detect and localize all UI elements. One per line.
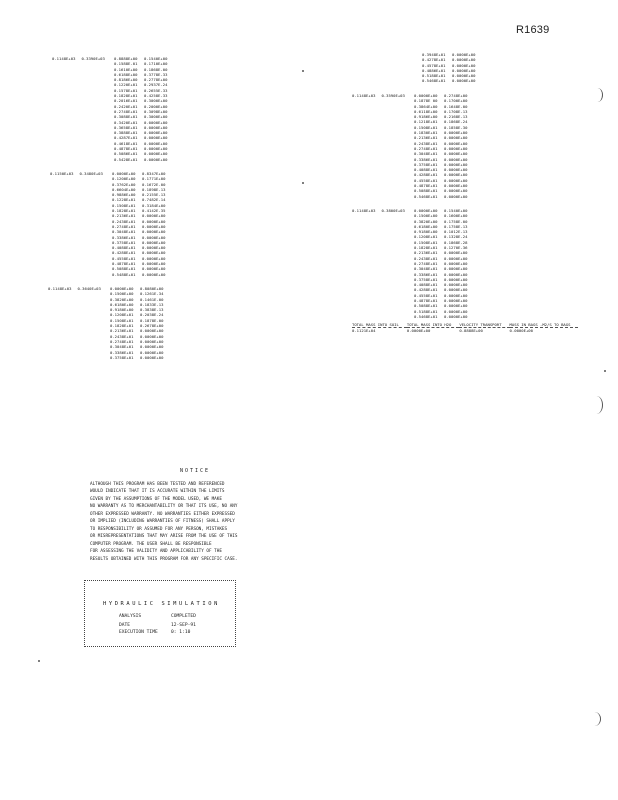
table-cell: 0.3000E+00: [144, 114, 168, 120]
table-cell: 0.2438E+01: [414, 255, 438, 261]
table-cell: 0.5088E+01: [112, 266, 136, 272]
table-cell: 0.0000E+00: [444, 271, 468, 277]
table-cell: 0.2136E+01: [112, 213, 136, 219]
table-cell: 0.4878E+01: [114, 146, 138, 152]
table-cell: 0.4142E-35: [142, 208, 166, 214]
table-cell: 0.4088E+01: [414, 282, 438, 288]
notice-line: RESULTS OBTAINED WITH THIS PROGRAM FOR ANY SPECIFIC CASE.: [90, 556, 238, 562]
notice-line: WOULD INDICATE THAT IT IS ACCURATE WITHIN THE LIMITS: [90, 489, 225, 494]
table-rows: [422, 52, 482, 84]
table-cell: 0.7482E-14: [142, 197, 166, 203]
table-cell: 0.0000E+00: [444, 250, 468, 256]
table-cell: 0.1500E+00: [110, 291, 134, 297]
table-cell: 0.2778E+00: [144, 77, 168, 83]
table-cell: 0.0000E+00: [444, 313, 468, 319]
table-cell: 0.3098E+00: [144, 108, 168, 114]
table-cell: 0.3758E+01: [414, 161, 438, 167]
table-cell: 0.0000E+00: [144, 146, 168, 152]
table-cell: 0.4558E+01: [414, 292, 438, 298]
simulation-date-value: 12-SEP-91: [171, 623, 196, 628]
table-header-coords: [52, 56, 105, 61]
table-cell: 0.3386E+01: [414, 271, 438, 277]
table-cell: 0.4288E+01: [112, 250, 136, 256]
table-cell: 0.3838E-13: [140, 307, 164, 313]
notice-line: OR MISREPRESENTATIONS THAT MAY ARISE FROM THE USE OF THIS: [90, 534, 238, 539]
table-cell: 0.8888E+00: [114, 56, 138, 61]
scan-artifact-arc: [590, 396, 603, 414]
table-cell: 0.0000E+00: [444, 183, 468, 189]
table-cell: 0.4558E+01: [414, 177, 438, 183]
header-x-value: 0.1148E+03: [352, 208, 376, 213]
table-cell: 0.4558E+01: [112, 255, 136, 261]
table-cell: 0.5468E+01: [414, 193, 438, 199]
table-cell: 0.0000E+00: [452, 67, 476, 73]
table-cell: 0.2136E+01: [110, 328, 134, 334]
table-cell: 0.0000E+00: [142, 255, 166, 261]
table-cell: 0.1540E+00: [444, 208, 468, 213]
table-cell: 0.6180E+00: [414, 223, 438, 229]
table-cell: 0.2438E+01: [414, 140, 438, 146]
table-cell: 0.1710E+00: [144, 61, 168, 67]
table-cell: 0.0000E+00: [452, 73, 476, 79]
summary-header: MASS IN BAGS -M2/S TO BAGS: [510, 322, 579, 328]
scan-artifact-dot: [38, 660, 40, 662]
table-cell: 0.1208E+01: [414, 234, 438, 240]
table-cell: 0.4288E+01: [414, 172, 438, 178]
table-cell: 0.3658E+01: [114, 124, 138, 130]
table-cell: 0.0000E+00: [452, 78, 476, 84]
table-cell: 0.1868E-28: [444, 239, 468, 245]
table-cell: 0.0000E+00: [444, 135, 468, 141]
table-cell: 0.9180E+00: [110, 307, 134, 313]
scan-artifact-dot: [302, 182, 304, 184]
summary-value: 0.1121E+04: [352, 328, 376, 334]
table-cell: 0.0000E+00: [142, 245, 166, 251]
table-row: [414, 314, 474, 319]
table-cell: 0.3778E-33: [144, 71, 168, 77]
table-cell: 0.0000E+00: [142, 229, 166, 235]
table-cell: 0.1868E-24: [444, 119, 468, 125]
header-x-value: 0.1150E+03: [50, 171, 74, 176]
simulation-time-label: EXECUTION TIME: [119, 630, 158, 635]
table-cell: 0.3048E+01: [414, 266, 438, 272]
summary-value: 0.8888E+00: [459, 328, 483, 334]
table-row: [110, 355, 170, 360]
table-cell: 0.4088E+01: [414, 167, 438, 173]
notice-line: OTHER EXPRESSED WARRANTY. NO WARRANTIES EITHER EXPRESSED: [90, 511, 235, 517]
table-cell: 0.1508E+01: [112, 202, 136, 208]
header-y-value: 0.3390E+03: [81, 56, 105, 61]
table-cell: 0.1833E-13: [140, 301, 164, 307]
table-cell: 0.9886E+00: [112, 192, 136, 198]
table-cell: 0.0000E+00: [414, 208, 438, 213]
table-cell: 0.0000E+00: [444, 177, 468, 183]
table-cell: 0.0000E+00: [144, 119, 168, 125]
table-cell: 0.1012E-13: [444, 229, 468, 235]
table-cell: 0.8080E+00: [140, 286, 164, 291]
table-cell: 0.0000E+00: [144, 124, 168, 130]
header-x-value: 0.1148E+03: [352, 93, 376, 98]
header-y-value: 0.3480E+03: [79, 171, 103, 176]
table-cell: 0.5088E+01: [414, 303, 438, 309]
table-cell: 0.1758E-00: [444, 218, 468, 224]
table-cell: 0.1878E 00: [414, 98, 438, 104]
notice-line: OR IMPLIED (INCLUDING WARRANTIES OF FITNESS) SHALL APPLY: [90, 519, 235, 524]
table-cell: 0.3758E+01: [414, 276, 438, 282]
table-cell: 0.4878E+01: [414, 183, 438, 189]
table-cell: 0.4878E+01: [414, 298, 438, 304]
notice-line: GIVEN BY THE ASSUMPTIONS OF THE MODEL USED, WE MAKE: [90, 496, 222, 502]
table-cell: 0.3888E+01: [114, 130, 138, 136]
table-cell: 0.0000E+00: [444, 151, 468, 157]
table-cell: 0.0000E+00: [140, 349, 164, 355]
table-cell: 0.0000E+00: [444, 308, 468, 314]
table-cell: 0.0000E+00: [144, 130, 168, 136]
table-row: [422, 78, 482, 83]
table-cell: 0.2000E+00: [144, 103, 168, 109]
summary-value: 0.0000E+00: [509, 328, 533, 334]
header-x-value: 0.1148E+03: [48, 286, 72, 291]
table-cell: 0.0000E+00: [444, 140, 468, 146]
table-cell: 0.0000E+00: [142, 218, 166, 224]
table-cell: 0.0000E+00: [444, 161, 468, 167]
table-cell: 0.2748E+01: [110, 338, 134, 344]
table-cell: 0.3048E+01: [414, 151, 438, 157]
table-cell: 0.2438E+01: [112, 218, 136, 224]
table-header-coords: [50, 171, 103, 176]
table-cell: 0.4618E+01: [114, 140, 138, 146]
table-cell: 0.1828E+01: [112, 208, 136, 214]
table-cell: 0.0000E+00: [144, 140, 168, 146]
table-cell: 0.0000E+00: [444, 292, 468, 298]
table-cell: 0.1461E-00: [140, 296, 164, 302]
table-cell: 0.8347E+00: [142, 171, 166, 176]
table-cell: 0.0000E+00: [444, 188, 468, 194]
simulation-title: HYDRAULIC SIMULATION: [103, 601, 220, 607]
table-cell: 0.5088E+01: [414, 188, 438, 194]
table-cell: 0.2438E+01: [110, 333, 134, 339]
summary-value: 0.0000E+00: [406, 328, 431, 334]
table-cell: 0.2155E-13: [142, 192, 166, 198]
table-cell: 0.0000E+00: [142, 223, 166, 229]
table-cell: 0.1220E+01: [114, 82, 138, 88]
table-cell: 0.3184E+00: [142, 202, 166, 208]
notice-block: [90, 468, 300, 563]
table-cell: 0.9186E+00: [414, 114, 438, 120]
table-cell: 0.1540E+00: [144, 56, 168, 61]
table-cell: 0.2748E+01: [112, 223, 136, 229]
table-cell: 0.3048E+01: [112, 229, 136, 235]
table-cell: 0.8186E+00: [114, 77, 138, 83]
table-cell: 0.3758E+01: [110, 354, 134, 360]
table-cell: 0.1228E+01: [112, 197, 136, 203]
table-cell: 0.1898E-13: [142, 186, 166, 192]
simulation-analysis-label: ANALYSIS: [119, 614, 142, 619]
table-cell: 0.0000E+00: [140, 344, 164, 350]
table-cell: 0.6180E+00: [110, 301, 134, 307]
table-header-coords: [352, 93, 405, 98]
table-cell: 0.1328E-24: [444, 234, 468, 240]
table-cell: 0.0000E+00: [444, 172, 468, 178]
table-cell: 0.1600E+00: [444, 213, 468, 219]
table-cell: 0.0000E+00: [444, 193, 468, 199]
table-cell: 0.1771E+00: [142, 176, 166, 182]
table-cell: 0.2748E+01: [114, 108, 138, 114]
table-cell: 0.1828E+01: [414, 245, 438, 251]
table-cell: 0.5468E+01: [422, 78, 446, 84]
table-cell: 0.0000E+00: [444, 298, 468, 304]
simulation-analysis-value: COMPLETED: [171, 614, 196, 619]
table-cell: 0.4258E-33: [144, 93, 168, 99]
table-cell: 0.0000E+00: [444, 287, 468, 293]
table-rows: [110, 286, 170, 360]
table-cell: 0.2016E+01: [114, 98, 138, 104]
table-cell: 0.1208E+01: [110, 312, 134, 318]
table-cell: 0.3386E+01: [414, 156, 438, 162]
table-cell: 0.4878E+01: [112, 261, 136, 267]
notice-line: FOR ASSESSING THE VALIDITY AND APPLICABILITY OF THE: [90, 549, 222, 554]
table-cell: 0.5488E+01: [112, 271, 136, 277]
table-cell: 0.4287E+01: [114, 135, 138, 141]
table-cell: 0.3048E+01: [110, 344, 134, 350]
table-cell: 0.0000E+00: [112, 171, 136, 176]
simulation-date-label: DATE: [119, 623, 131, 628]
table-cell: 0.5188E+01: [414, 308, 438, 314]
header-y-value: 0.3800E+03: [381, 208, 405, 213]
table-cell: 0.0000E+00: [452, 57, 476, 63]
table-cell: 0.3386E+01: [112, 234, 136, 240]
table-cell: 0.0000E+00: [142, 261, 166, 267]
table-cell: 0.3758E+01: [112, 239, 136, 245]
table-cell: 0.1200E+00: [112, 176, 136, 182]
table-cell: 0.2038E-24: [140, 312, 164, 318]
document-stamp: R1639: [516, 24, 550, 36]
summary-header: VELOCITY TRANSPORT: [459, 322, 509, 328]
table-cell: 0.2748E+01: [414, 260, 438, 266]
notice-line: TO RESPONSIBILITY OR ASSUMED FOR ANY PERSON, MISTAKES: [90, 526, 228, 532]
table-cell: 0.0000E+00: [140, 354, 164, 360]
notice-line: COMPUTER PROGRAM. THE USER SHALL BE RESPONSIBLE: [90, 541, 212, 547]
table-cell: 0.0000E+00: [444, 167, 468, 173]
simulation-time-value: 0: 1:10: [171, 630, 191, 635]
table-cell: 0.0000E+00: [140, 333, 164, 339]
table-cell: 0.1828E+01: [110, 323, 134, 329]
table-cell: 0.3420E+01: [114, 119, 138, 125]
header-x-value: 0.1148E+03: [52, 56, 76, 61]
table-cell: 0.3820E+00: [414, 218, 438, 224]
table-header-coords: [352, 208, 405, 213]
table-cell: 0.3864E+00: [414, 103, 438, 109]
table-rows: [114, 56, 174, 162]
table-cell: 0.5086E+01: [114, 151, 138, 157]
notice-title: NOTICE: [179, 468, 211, 474]
notice-line: ALTHOUGH THIS PROGRAM HAS BEEN TESTED AND REFERENCED: [90, 481, 225, 487]
table-cell: 0.2937E-24: [144, 82, 168, 88]
table-cell: 0.1878E-00: [140, 317, 164, 323]
table-cell: 0.0000E+00: [444, 276, 468, 282]
table-cell: 0.2678E+00: [140, 323, 164, 329]
table-cell: 0.4088E+01: [112, 245, 136, 251]
table-cell: 0.4886E+01: [422, 67, 446, 73]
table-rows: [414, 93, 474, 199]
table-cell: 0.0000E+00: [444, 260, 468, 266]
table-header-coords: [48, 286, 101, 291]
table-cell: 0.0000E+00: [142, 266, 166, 272]
mass-summary-table: [352, 322, 578, 333]
table-cell: 0.6118E+00: [414, 108, 438, 114]
table-cell: 0.5468E+01: [414, 313, 438, 319]
table-cell: 0.1868E-00: [144, 66, 168, 72]
table-row: [414, 194, 474, 199]
table-cell: 0.1270E-36: [444, 245, 468, 251]
table-cell: 0.6188E+00: [114, 71, 138, 77]
table-cell: 0.1508E+01: [414, 124, 438, 130]
table-cell: 0.0000E+00: [110, 286, 134, 291]
table-cell: 0.0000E+00: [452, 62, 476, 68]
table-cell: 0.0000E+00: [444, 282, 468, 288]
table-cell: 0.0000E+00: [140, 338, 164, 344]
summary-header: TOTAL MASS INTO SOIL: [352, 322, 407, 328]
table-cell: 0.1610E+00: [114, 66, 138, 72]
table-cell: 0.1648E-00: [444, 103, 468, 109]
summary-header: TOTAL MASS INTO H2O: [407, 322, 460, 328]
table-cell: 0.0000E+00: [142, 213, 166, 219]
table-cell: 0.2748E+01: [414, 145, 438, 151]
table-cell: 0.1508E+01: [414, 239, 438, 245]
table-cell: 0.0000E+00: [452, 52, 476, 57]
table-cell: 0.9180E+00: [414, 229, 438, 235]
simulation-status-box: [84, 580, 236, 647]
table-cell: 0.0000E+00: [144, 151, 168, 157]
table-cell: 0.2168E-13: [444, 114, 468, 120]
table-cell: 0.3000E+00: [144, 98, 168, 104]
table-cell: 0.2136E+01: [414, 135, 438, 141]
table-cell: 0.4288E+01: [414, 287, 438, 293]
table-cell: 0.1500E+00: [414, 213, 438, 219]
header-y-value: 0.3640E+03: [77, 286, 101, 291]
table-cell: 0.0000E+00: [414, 93, 438, 98]
header-y-value: 0.3590E+03: [381, 93, 405, 98]
table-rows: [112, 171, 172, 277]
table-row: [112, 272, 172, 277]
table-cell: 0.5188E+01: [422, 73, 446, 79]
table-cell: 0.3762E+00: [112, 181, 136, 187]
scan-artifact-dot: [302, 70, 304, 72]
table-cell: 0.0000E+00: [142, 239, 166, 245]
table-cell: 0.3820E+00: [110, 296, 134, 302]
table-cell: 0.0000E+00: [444, 145, 468, 151]
table-cell: 0.1858E-30: [444, 124, 468, 130]
table-cell: 0.3088E+01: [114, 114, 138, 120]
table-cell: 0.1218E+01: [414, 119, 438, 125]
table-cell: 0.0000E+00: [142, 250, 166, 256]
table-cell: 0.1830E+01: [414, 130, 438, 136]
table-cell: 0.0000E+00: [144, 156, 168, 162]
table-cell: 0.0000E+00: [444, 303, 468, 309]
table-row: [114, 157, 174, 162]
table-cell: 0.4278E+01: [422, 57, 446, 63]
table-cell: 0.1758E-13: [444, 223, 468, 229]
table-cell: 0.3386E+01: [110, 349, 134, 355]
table-cell: 0.6604E+00: [112, 186, 136, 192]
table-cell: 0.2655E-33: [144, 87, 168, 93]
table-cell: 0.1588E-01: [114, 61, 138, 67]
scan-artifact-arc: [588, 712, 601, 726]
table-cell: 0.1672E-00: [142, 181, 166, 187]
table-cell: 0.0000E+00: [144, 135, 168, 141]
table-cell: 0.1508E+01: [110, 317, 134, 323]
table-cell: 0.5428E+01: [114, 156, 138, 162]
table-cell: 0.2420E+01: [114, 103, 138, 109]
table-cell: 0.2136E+01: [414, 250, 438, 256]
table-cell: 0.0000E+00: [444, 266, 468, 272]
scan-artifact-arc: [592, 88, 603, 102]
table-cell: 0.1700E+00: [444, 98, 468, 104]
table-cell: 0.4578E+01: [422, 62, 446, 68]
table-cell: 0.3948E+01: [422, 52, 446, 57]
table-cell: 0.1261E-34: [140, 291, 164, 297]
table-cell: 0.0000E+00: [142, 271, 166, 277]
notice-line: NO WARRANTY AS TO MERCHANTABILITY OR THAT ITS USE, NO ANY: [90, 504, 238, 509]
scan-artifact-dot: [604, 370, 606, 372]
table-rows: [414, 208, 474, 319]
table-cell: 0.0000E+00: [444, 156, 468, 162]
table-cell: 0.0000E+00: [140, 328, 164, 334]
table-cell: 0.1828E+01: [114, 93, 138, 99]
table-cell: 0.1578E+01: [114, 87, 138, 93]
table-cell: 0.2748E+00: [444, 93, 468, 98]
table-cell: 0.1708E-13: [444, 108, 468, 114]
table-cell: 0.0000E+00: [142, 234, 166, 240]
table-cell: 0.0000E+00: [444, 130, 468, 136]
table-cell: 0.0000E+00: [444, 255, 468, 261]
